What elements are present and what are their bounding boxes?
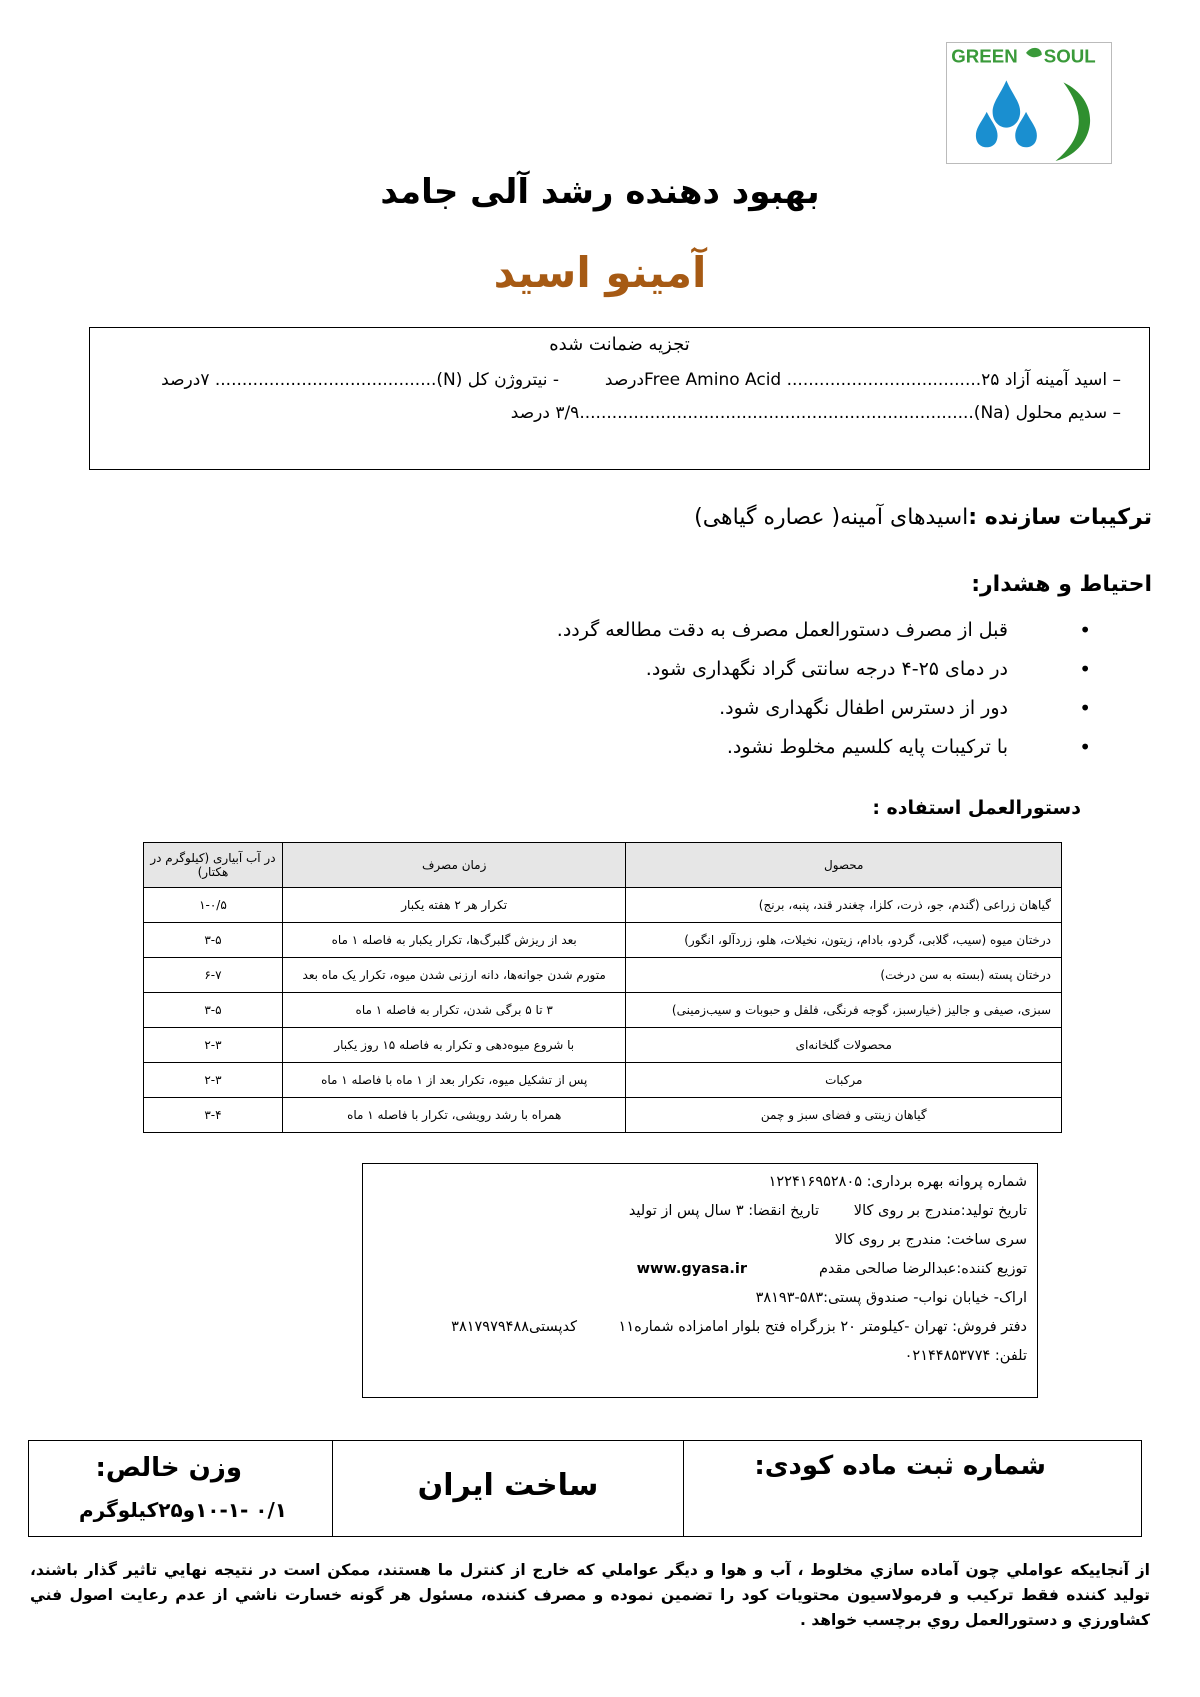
sales-office: دفتر فروش: تهران -کیلومتر ۲۰ بزرگراه فتح بلوار امامزاده شماره۱۱ xyxy=(618,1319,1027,1335)
table-row: گیاهان زراعی (گندم، جو، ذرت، کلزا، چغندر قند، پنبه، برنج) تکرار هر ۲ هفته یکبار ۱-۰/۵ xyxy=(144,888,1062,923)
product-name: آمینو اسید xyxy=(493,248,707,297)
address: اراک- خیابان نواب- صندوق پستی:۵۸۳-۳۸۱۹۳ xyxy=(755,1290,1027,1306)
table-row: مرکبات پس از تشکیل میوه، تکرار بعد از ۱ ماه با فاصله ۱ ماه ۲-۳ xyxy=(144,1063,1062,1098)
logo-text-right: SOUL xyxy=(1043,45,1096,67)
composition-value: اسیدهای آمینه( عصاره گیاهی) xyxy=(694,505,969,530)
warnings-title: احتیاط و هشدار: xyxy=(971,572,1152,597)
column-header-product: محصول xyxy=(626,843,1062,888)
bullet-icon: • xyxy=(1079,735,1091,759)
analysis-title: تجزیه ضمانت شده xyxy=(549,334,690,355)
analysis-item-nitrogen: - نیتروژن کل (N)......................................... ۷درصد xyxy=(161,370,559,390)
usage-table xyxy=(143,842,1062,1133)
batch-number: سری ساخت: مندرج بر روی کالا xyxy=(834,1232,1027,1248)
page-title: بهبود دهنده رشد آلی جامد xyxy=(380,172,820,212)
list-item: • در دمای ۲۵-۴ درجه سانتی گراد نگهداری شود. xyxy=(248,653,1008,692)
table-row: سبزی، صیفی و جالیز (خیارسبز، گوجه فرنگی، فلفل و حبوبات و سیب‌زمینی) ۳ تا ۵ برگی شدن، تکرار به فاصله ۱ ماه ۳-۵ xyxy=(144,993,1062,1028)
table-row: درختان پسته (بسته به سن درخت) متورم شدن جوانه‌ها، دانه ارزنی شدن میوه، تکرار یک ماه بعد ۶-۷ xyxy=(144,958,1062,993)
phone: تلفن: ۰۲۱۴۴۸۵۳۷۷۴ xyxy=(904,1348,1027,1364)
usage-title: دستورالعمل استفاده : xyxy=(872,797,1081,819)
composition-label: ترکیبات سازنده : xyxy=(968,505,1152,530)
website-link[interactable]: www.gyasa.ir xyxy=(636,1261,747,1277)
net-weight-label: وزن خالص: xyxy=(95,1453,242,1483)
registration-cell xyxy=(683,1441,1141,1536)
table-header-row xyxy=(144,843,1062,888)
made-in-cell xyxy=(332,1441,683,1536)
production-date: تاریخ تولید:مندرج بر روی کالا xyxy=(853,1203,1027,1219)
composition-line xyxy=(694,505,1152,530)
list-item: • با ترکیبات پایه کلسیم مخلوط نشود. xyxy=(248,731,1008,770)
bullet-icon: • xyxy=(1079,618,1091,642)
registration-label: شماره ثبت ماده کودی: xyxy=(754,1451,1046,1481)
expiry-date: تاریخ انقضا: ۳ سال پس از تولید xyxy=(628,1203,819,1219)
brand-logo xyxy=(946,42,1112,164)
list-item: • قبل از مصرف دستورالعمل مصرف به دقت مطالعه گردد. xyxy=(248,614,1008,653)
disclaimer: از آنجاییکه عواملي چون آماده سازي مخلوط ، آب و هوا و ديگر عواملي كه خارج از كنترل ما هستند، ممكن است در نتيجه نهايي تاثير گذار باشند، توليد كننده فقط تركيب و فرمولاسيون محتويات كود را تضمين نموده و مصرف كننده، مسئول هر گونه خسارت ناشي از عدم رعايت اصول فني كشاورزي و دستورالعمل روي برچسب خواهد . xyxy=(30,1561,1150,1629)
made-in-label: ساخت ایران xyxy=(417,1468,599,1503)
table-row: درختان میوه (سیب، گلابی، گردو، بادام، زیتون، نخیلات، هلو، زردآلو، انگور) بعد از ریزش گلبرگ‌ها، تکرار یکبار به فاصله ۱ ماه ۳-۵ xyxy=(144,923,1062,958)
producer-info-box xyxy=(362,1163,1038,1398)
bullet-icon: • xyxy=(1079,657,1091,681)
analysis-item-amino-acid: – اسید آمینه آزاد Free Amino Acid ....................................۲۵درصد xyxy=(604,370,1121,390)
logo-text-left: GREEN xyxy=(951,45,1018,67)
postal-code: کدپستی۳۸۱۷۹۷۹۴۸۸ xyxy=(451,1319,577,1335)
table-row: گیاهان زینتی و فضای سبز و چمن همراه با رشد رویشی، تکرار با فاصله ۱ ماه ۳-۴ xyxy=(144,1098,1062,1133)
license-number: شماره پروانه بهره برداری: ۱۲۲۴۱۶۹۵۲۸۰۵ xyxy=(768,1174,1027,1190)
water-drops-leaf-icon xyxy=(947,43,1111,163)
net-weight-cell xyxy=(30,1441,332,1536)
label-footer-box xyxy=(28,1440,1142,1537)
guaranteed-analysis-box xyxy=(89,327,1150,470)
column-header-dosage: در آب آبیاری (کیلوگرم در هکتار) xyxy=(144,843,283,888)
list-item: • دور از دسترس اطفال نگهداری شود. xyxy=(248,692,1008,731)
table-row: محصولات گلخانه‌ای با شروع میوه‌دهی و تکرار به فاصله ۱۵ روز یکبار ۲-۳ xyxy=(144,1028,1062,1063)
column-header-timing: زمان مصرف xyxy=(282,843,626,888)
distributor: توزیع کننده:عبدالرضا صالحی مقدم xyxy=(819,1261,1027,1277)
net-weight-value: ۰/۱ -۱۰-۱و۲۵کیلوگرم xyxy=(79,1498,287,1522)
bullet-icon: • xyxy=(1079,696,1091,720)
analysis-item-sodium: – سدیم محلول (Na).........................................................................۳/۹ درصد xyxy=(510,403,1121,423)
warnings-list xyxy=(248,614,1091,770)
